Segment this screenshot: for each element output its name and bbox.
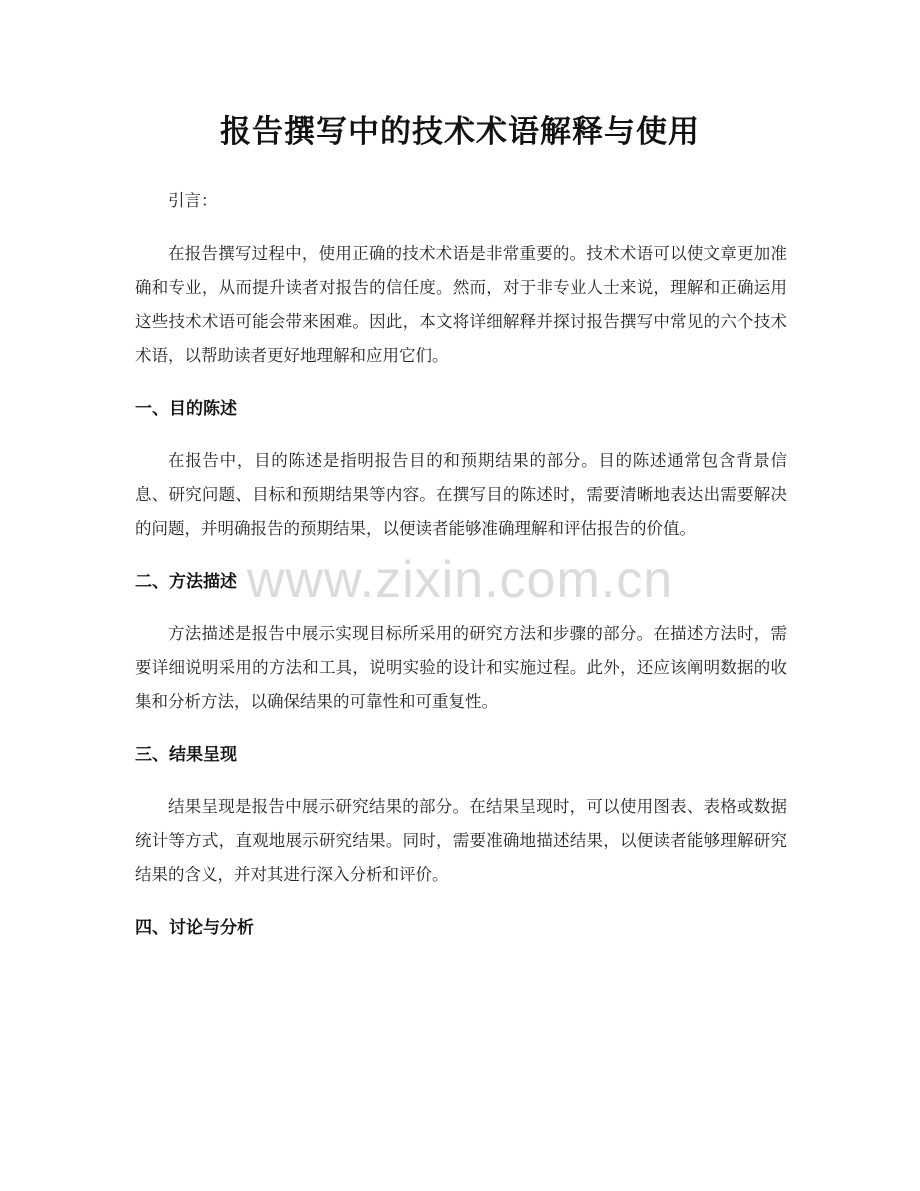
intro-label: 引言： xyxy=(168,191,218,210)
section-body-results: 结果呈现是报告中展示研究结果的部分。在结果呈现时，可以使用图表、表格或数据统计等方式，直观地展示研究结果。同时，需要准确地描述结果，以便读者能够理解研究结果的含义，并对其进行深入分析和评价。 xyxy=(135,797,787,884)
section-body-method: 方法描述是报告中展示实现目标所采用的研究方法和步骤的部分。在描述方法时，需要详细说明采用的方法和工具，说明实验的设计和实施过程。此外，还应该阐明数据的收集和分析方法，以确保结果的可靠性和可重复性。 xyxy=(135,624,787,711)
intro-paragraph: 在报告撰写过程中，使用正确的技术术语是非常重要的。技术术语可以使文章更加准确和专业，从而提升读者对报告的信任度。然而，对于非专业人士来说，理解和正确运用这些技术术语可能会带来困难。因此，本文将详细解释并探讨报告撰写中常见的六个技术术语，以帮助读者更好地理解和应用它们。 xyxy=(135,244,787,365)
section-heading-discussion: 四、讨论与分析 xyxy=(135,918,254,938)
section-body-purpose: 在报告中，目的陈述是指明报告目的和预期结果的部分。目的陈述通常包含背景信息、研究问题、目标和预期结果等内容。在撰写目的陈述时，需要清晰地表达出需要解决的问题，并明确报告的预期结果，以便读者能够准确理解和评估报告的价值。 xyxy=(135,451,787,538)
section-heading-results: 三、结果呈现 xyxy=(135,745,237,765)
section-heading-purpose: 一、目的陈述 xyxy=(135,399,237,419)
watermark: www.zixin.com.cn xyxy=(246,551,674,609)
section-heading-method: 二、方法描述 xyxy=(135,572,237,592)
document-title: 报告撰写中的技术术语解释与使用 xyxy=(220,114,700,150)
document-body xyxy=(135,184,787,963)
